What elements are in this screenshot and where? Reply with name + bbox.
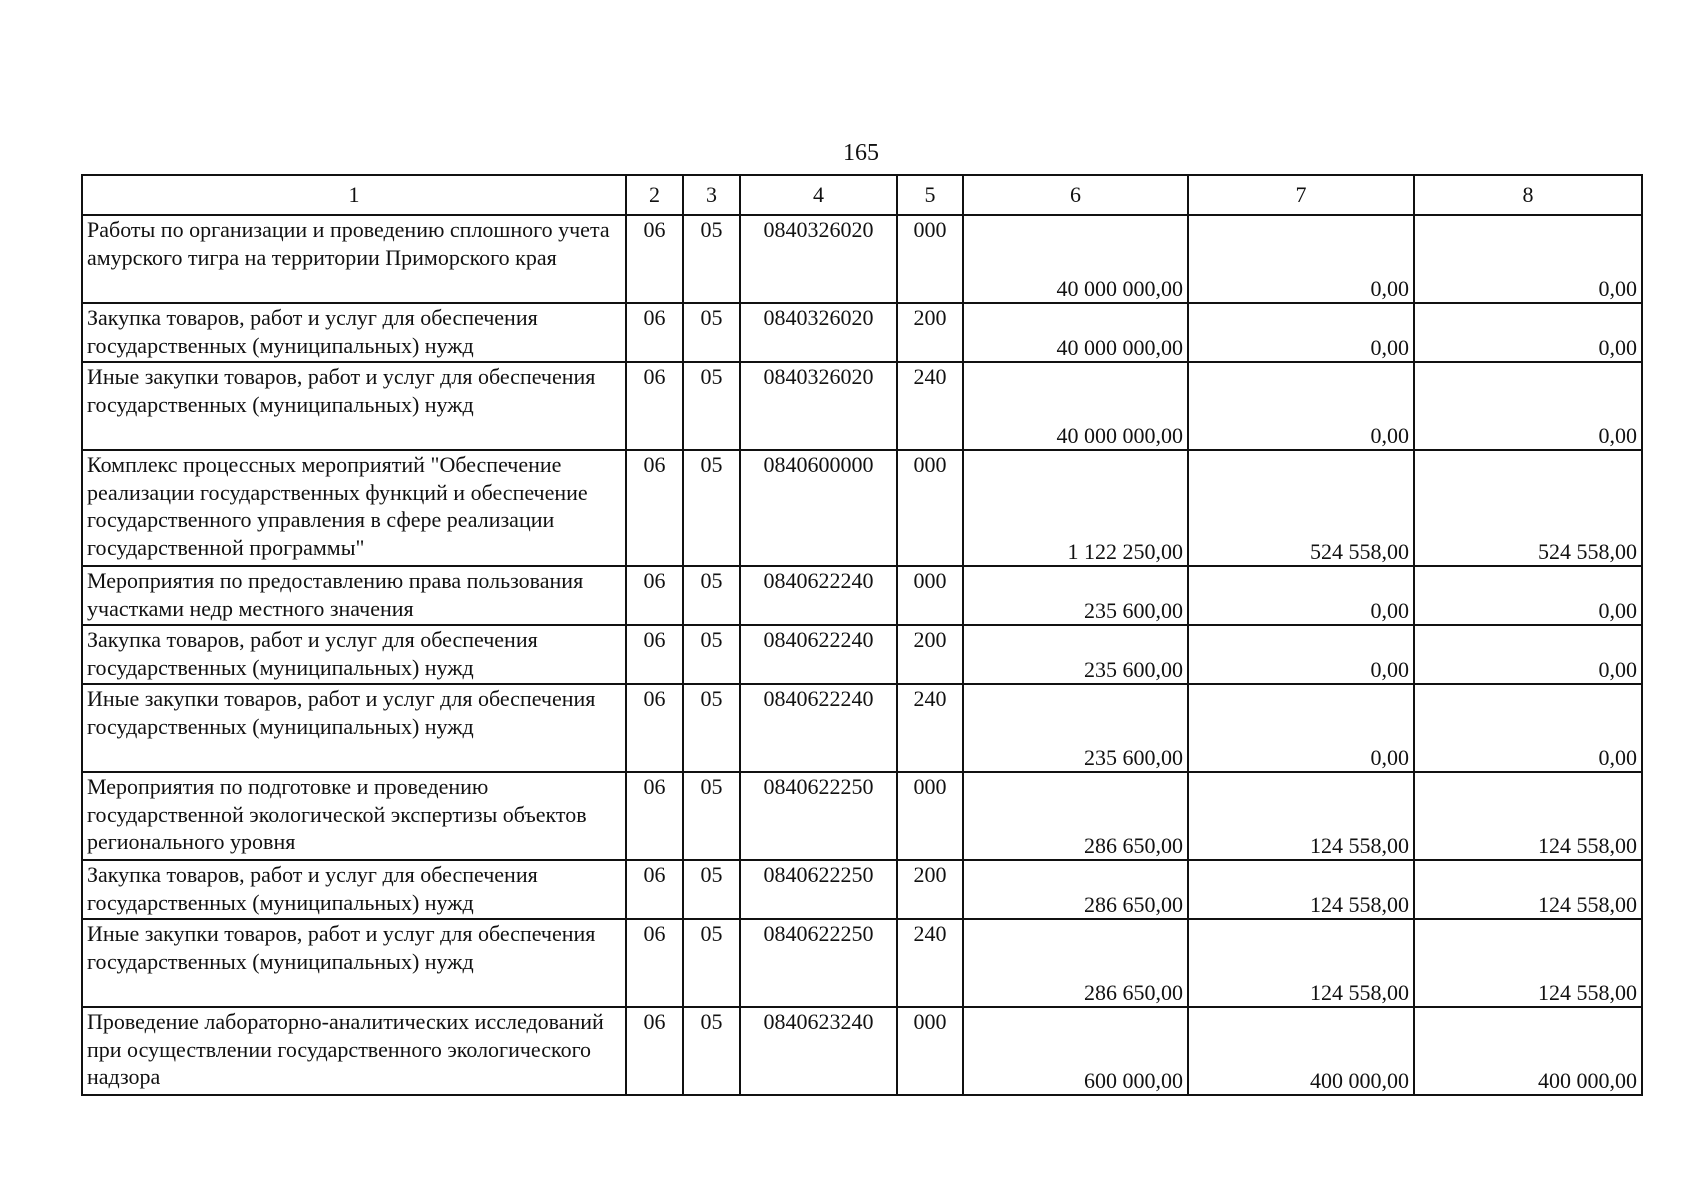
expense-type-code: 200 <box>897 625 963 684</box>
row-name: Комплекс процессных мероприятий "Обеспечение реализации государственных функций и обеспечение государственного управления в сфере реализации государственной программы" <box>82 450 626 566</box>
target-article-code: 0840622250 <box>740 860 897 919</box>
section-code: 06 <box>626 625 683 684</box>
subsection-code: 05 <box>683 1007 740 1095</box>
row-name: Закупка товаров, работ и услуг для обеспечения государственных (муниципальных) нужд <box>82 625 626 684</box>
subsection-code: 05 <box>683 362 740 450</box>
amount-col7: 0,00 <box>1188 303 1414 362</box>
subsection-code: 05 <box>683 303 740 362</box>
amount-col8: 0,00 <box>1414 625 1642 684</box>
row-name: Проведение лабораторно-аналитических исследований при осуществлении государственного экологического надзора <box>82 1007 626 1095</box>
subsection-code: 05 <box>683 772 740 860</box>
amount-col7: 0,00 <box>1188 362 1414 450</box>
expense-type-code: 200 <box>897 303 963 362</box>
amount-col7: 524 558,00 <box>1188 450 1414 566</box>
column-header: 1 <box>82 175 626 215</box>
target-article-code: 0840622250 <box>740 772 897 860</box>
target-article-code: 0840623240 <box>740 1007 897 1095</box>
expense-type-code: 000 <box>897 215 963 303</box>
table-row <box>82 684 1642 772</box>
subsection-code: 05 <box>683 625 740 684</box>
table-row <box>82 215 1642 303</box>
expense-type-code: 200 <box>897 860 963 919</box>
row-name: Иные закупки товаров, работ и услуг для обеспечения государственных (муниципальных) нужд <box>82 362 626 450</box>
row-name: Закупка товаров, работ и услуг для обеспечения государственных (муниципальных) нужд <box>82 303 626 362</box>
amount-col7: 400 000,00 <box>1188 1007 1414 1095</box>
amount-col7: 124 558,00 <box>1188 772 1414 860</box>
table-header-row <box>82 175 1642 215</box>
section-code: 06 <box>626 772 683 860</box>
amount-col7: 0,00 <box>1188 215 1414 303</box>
amount-col7: 124 558,00 <box>1188 860 1414 919</box>
expense-type-code: 000 <box>897 450 963 566</box>
amount-col7: 0,00 <box>1188 684 1414 772</box>
column-header: 2 <box>626 175 683 215</box>
amount-col6: 600 000,00 <box>963 1007 1188 1095</box>
expense-type-code: 240 <box>897 919 963 1007</box>
amount-col8: 124 558,00 <box>1414 772 1642 860</box>
amount-col6: 235 600,00 <box>963 684 1188 772</box>
page-number: 165 <box>843 140 879 166</box>
table-row <box>82 1007 1642 1095</box>
section-code: 06 <box>626 684 683 772</box>
expense-type-code: 240 <box>897 684 963 772</box>
section-code: 06 <box>626 860 683 919</box>
target-article-code: 0840326020 <box>740 303 897 362</box>
amount-col8: 0,00 <box>1414 362 1642 450</box>
table-row <box>82 362 1642 450</box>
amount-col7: 124 558,00 <box>1188 919 1414 1007</box>
amount-col8: 124 558,00 <box>1414 860 1642 919</box>
amount-col8: 0,00 <box>1414 566 1642 625</box>
amount-col7: 0,00 <box>1188 625 1414 684</box>
amount-col6: 286 650,00 <box>963 772 1188 860</box>
amount-col8: 0,00 <box>1414 684 1642 772</box>
expense-type-code: 000 <box>897 566 963 625</box>
budget-table <box>81 174 1643 1096</box>
amount-col7: 0,00 <box>1188 566 1414 625</box>
row-name: Работы по организации и проведению сплошного учета амурского тигра на территории Приморского края <box>82 215 626 303</box>
section-code: 06 <box>626 450 683 566</box>
column-header: 6 <box>963 175 1188 215</box>
subsection-code: 05 <box>683 860 740 919</box>
section-code: 06 <box>626 919 683 1007</box>
row-name: Закупка товаров, работ и услуг для обеспечения государственных (муниципальных) нужд <box>82 860 626 919</box>
amount-col6: 40 000 000,00 <box>963 362 1188 450</box>
target-article-code: 0840622240 <box>740 684 897 772</box>
amount-col6: 235 600,00 <box>963 566 1188 625</box>
table-row <box>82 860 1642 919</box>
column-header: 7 <box>1188 175 1414 215</box>
expense-type-code: 240 <box>897 362 963 450</box>
amount-col6: 286 650,00 <box>963 919 1188 1007</box>
section-code: 06 <box>626 1007 683 1095</box>
amount-col6: 40 000 000,00 <box>963 215 1188 303</box>
target-article-code: 0840600000 <box>740 450 897 566</box>
amount-col8: 124 558,00 <box>1414 919 1642 1007</box>
target-article-code: 0840326020 <box>740 362 897 450</box>
subsection-code: 05 <box>683 566 740 625</box>
column-header: 8 <box>1414 175 1642 215</box>
target-article-code: 0840622240 <box>740 625 897 684</box>
subsection-code: 05 <box>683 450 740 566</box>
expense-type-code: 000 <box>897 1007 963 1095</box>
amount-col6: 1 122 250,00 <box>963 450 1188 566</box>
table-row <box>82 303 1642 362</box>
amount-col8: 0,00 <box>1414 215 1642 303</box>
amount-col8: 400 000,00 <box>1414 1007 1642 1095</box>
row-name: Мероприятия по предоставлению права пользования участками недр местного значения <box>82 566 626 625</box>
amount-col8: 524 558,00 <box>1414 450 1642 566</box>
amount-col8: 0,00 <box>1414 303 1642 362</box>
subsection-code: 05 <box>683 215 740 303</box>
amount-col6: 286 650,00 <box>963 860 1188 919</box>
table-row <box>82 772 1642 860</box>
row-name: Мероприятия по подготовке и проведению государственной экологической экспертизы объектов регионального уровня <box>82 772 626 860</box>
table-row <box>82 566 1642 625</box>
section-code: 06 <box>626 566 683 625</box>
subsection-code: 05 <box>683 919 740 1007</box>
target-article-code: 0840326020 <box>740 215 897 303</box>
section-code: 06 <box>626 303 683 362</box>
section-code: 06 <box>626 215 683 303</box>
section-code: 06 <box>626 362 683 450</box>
row-name: Иные закупки товаров, работ и услуг для обеспечения государственных (муниципальных) нужд <box>82 919 626 1007</box>
column-header: 3 <box>683 175 740 215</box>
amount-col6: 40 000 000,00 <box>963 303 1188 362</box>
expense-type-code: 000 <box>897 772 963 860</box>
table-row <box>82 625 1642 684</box>
row-name: Иные закупки товаров, работ и услуг для обеспечения государственных (муниципальных) нужд <box>82 684 626 772</box>
column-header: 4 <box>740 175 897 215</box>
amount-col6: 235 600,00 <box>963 625 1188 684</box>
table-row <box>82 450 1642 566</box>
table-row <box>82 919 1642 1007</box>
column-header: 5 <box>897 175 963 215</box>
target-article-code: 0840622240 <box>740 566 897 625</box>
target-article-code: 0840622250 <box>740 919 897 1007</box>
subsection-code: 05 <box>683 684 740 772</box>
